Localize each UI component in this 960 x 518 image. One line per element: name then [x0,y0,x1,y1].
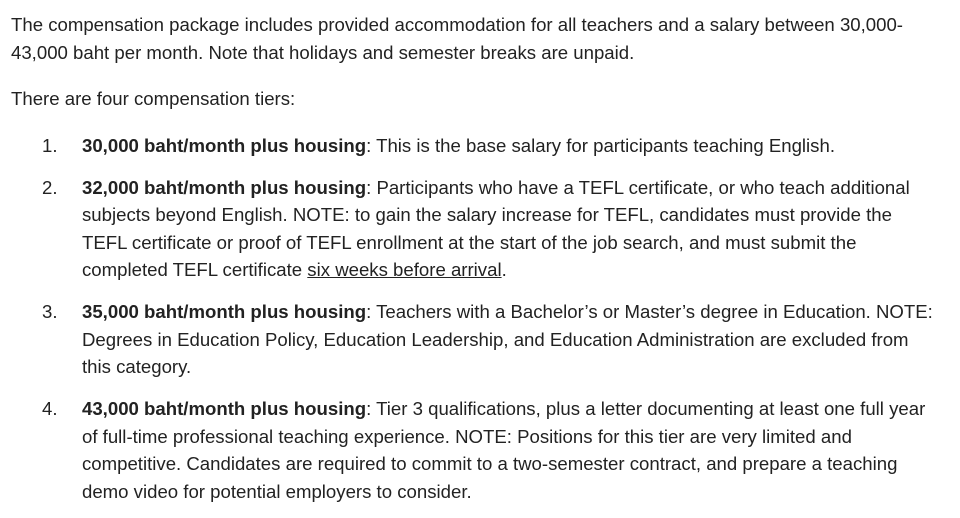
tier-title: 43,000 baht/month plus housing [82,398,367,419]
compensation-tier-list [11,132,940,506]
tier-title: 32,000 baht/month plus housing [82,176,367,198]
tier-item-2 [11,174,940,284]
tier-description: : Participants who have a TEFL certificate, or who teach additional subjects beyond English. NOTE: to gain the salary increase for TEFL, candidates must provide the TEFL certificate or proof of TEFL enrollment at the start of the job search, and must submit the completed TEFL certificate [82,176,910,280]
tier-item-1 [11,132,940,160]
intro-paragraph: The compensation package includes provided accommodation for all teachers and a salary between 30,000-43,000 baht per month. Note that holidays and semester breaks are unpaid. [11,14,904,63]
tier-description: : This is the base salary for participants teaching English. [366,134,835,156]
tier-number: 1. [42,134,58,156]
tier-item-4 [11,395,940,505]
tier-description: : Teachers with a Bachelor’s or Master’s degree in Education. NOTE: Degrees in Education Policy, Education Leadership, and Education Administration are excluded from this category. [82,301,933,377]
tier-title: 30,000 baht/month plus housing [82,134,367,156]
tier-item-3 [11,298,940,381]
tier-title: 35,000 baht/month plus housing [82,301,367,322]
tier-number: 2. [42,176,58,198]
six-weeks-before-arrival-link[interactable]: six weeks before arrival [307,259,502,280]
tier-description: : Tier 3 qualifications, plus a letter documenting at least one full year of full-time professional teaching experience. NOTE: Positions for this tier are very limited and competitive. Candidates are required to commit to a two-semester contract, and prepare a teaching demo video for potential employers to consider. [82,398,926,502]
tiers-intro-paragraph: There are four compensation tiers: [11,88,296,109]
tier-description-tail: . [501,259,507,280]
tier-number: 3. [42,301,58,322]
tier-number: 4. [42,398,58,419]
